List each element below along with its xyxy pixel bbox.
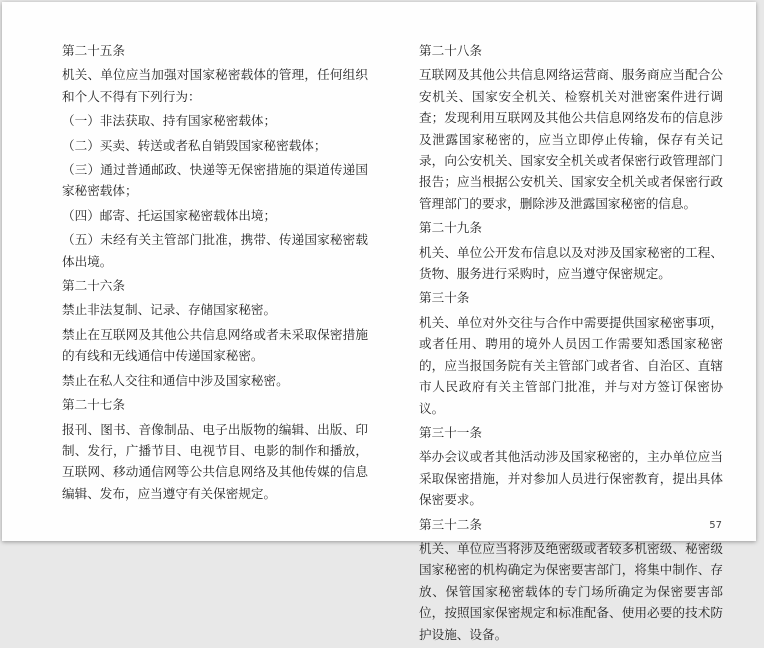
article-paragraph: 机关、单位应当将涉及绝密级或者较多机密级、秘密级国家秘密的机构确定为保密要害部门，将集中制作、存放、保管国家秘密载体的专门场所确定为保密要害部位，按照国家保密规定和标准配备、使用必要的技术防护设施、设备。 [419, 540, 723, 642]
article-paragraph: 禁止在私人交往和通信中涉及国家秘密。 [62, 372, 289, 388]
article-paragraph: （五）未经有关主管部门批准，携带、传递国家秘密载体出境。 [62, 232, 368, 269]
left-column [62, 40, 368, 507]
article-paragraph: 机关、单位对外交往与合作中需要提供国家秘密事项，或者任用、聘用的境外人员因工作需要知悉国家秘密的，应当报国务院有关主管部门或者省、自治区、直辖市人民政府有关主管部门批准，并与对方签订保密协议。 [419, 314, 723, 416]
article-heading: 第二十九条 [419, 220, 482, 236]
article-paragraph: 举办会议或者其他活动涉及国家秘密的，主办单位应当采取保密措施，并对参加人员进行保密教育，提出具体保密要求。 [419, 449, 723, 508]
right-column [419, 40, 723, 648]
article-paragraph: 禁止非法复制、记录、存储国家秘密。 [62, 302, 277, 318]
article-heading: 第二十六条 [62, 278, 125, 294]
article-heading: 第二十八条 [419, 43, 482, 58]
article-heading: 第二十七条 [62, 397, 125, 413]
article-paragraph: 禁止在互联网及其他公共信息网络或者未采取保密措施的有线和无线通信中传递国家秘密。 [62, 326, 368, 364]
document-page [2, 2, 756, 642]
article-heading: 第三十一条 [419, 424, 482, 440]
article-paragraph: 互联网及其他公共信息网络运营商、服务商应当配合公安机关、国家安全机关、检察机关对泄密案件进行调查；发现利用互联网及其他公共信息网络发布的信息涉及泄露国家秘密的，应当立即停止传输，保存有关记录，向公安机关、国家安全机关或者保密行政管理部门报告；应当根据公安机关、国家安全机关或者保密行政管理部门的要求，删除涉及泄露国家秘密的信息。 [419, 67, 723, 211]
article-paragraph: （四）邮寄、托运国家秘密载体出境； [62, 207, 277, 223]
page-number: 57 [709, 520, 722, 531]
article-heading: 第三十条 [419, 290, 470, 306]
article-heading: 第二十五条 [62, 43, 125, 58]
article-paragraph: （二）买卖、转送或者私自销毁国家秘密载体； [62, 137, 327, 153]
article-paragraph: （一）非法获取、持有国家秘密载体； [62, 113, 277, 129]
article-paragraph: （三）通过普通邮政、快递等无保密措施的渠道传递国家秘密载体； [62, 162, 368, 199]
article-heading: 第三十二条 [419, 516, 482, 532]
article-paragraph: 机关、单位应当加强对国家秘密载体的管理，任何组织和个人不得有下列行为： [62, 67, 368, 104]
article-paragraph: 报刊、图书、音像制品、电子出版物的编辑、出版、印制、发行，广播节目、电视节目、电影的制作和播放，互联网、移动通信网等公共信息网络及其他传媒的信息编辑、发布，应当遵守有关保密规定。 [62, 421, 368, 501]
article-paragraph: 机关、单位公开发布信息以及对涉及国家秘密的工程、货物、服务进行采购时，应当遵守保密规定。 [419, 244, 723, 282]
